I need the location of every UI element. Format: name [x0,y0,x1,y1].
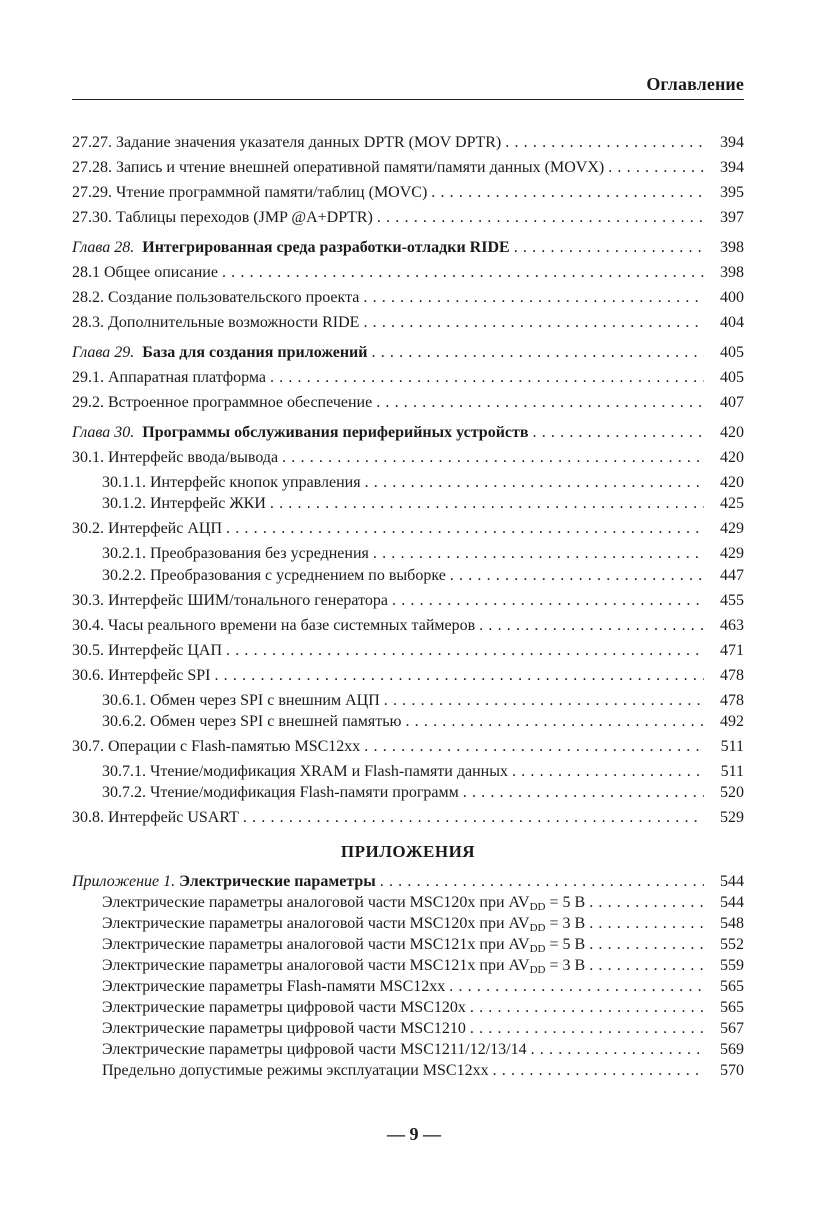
dot-leader [479,615,704,637]
dot-leader [449,976,704,998]
toc-entry-title [102,997,470,1019]
toc-entry-title [72,342,372,364]
dot-leader [589,934,704,956]
entry-text: Электрические параметры аналоговой части MSC120x при AV [102,915,530,932]
toc-entry-title [72,237,514,259]
toc-entry-title: 30.6.2. Обмен через SPI с внешней памятью [102,711,405,733]
toc-entry[interactable] [72,392,744,414]
dot-leader [364,736,704,758]
subscript: DD [529,922,546,934]
toc-entry[interactable] [72,761,744,783]
toc-entry-title: 30.2. Интерфейс АЦП [72,518,226,540]
toc-page-number: 569 [704,1039,744,1061]
toc-page-number: 471 [704,640,744,662]
toc-entry[interactable] [72,615,744,637]
toc-entry-title [102,913,589,935]
toc-entry[interactable] [72,157,744,179]
toc-entry[interactable] [72,997,744,1019]
toc-page-number: 420 [704,447,744,469]
toc-entry[interactable] [72,913,744,935]
toc-page-number: 400 [704,287,744,309]
entry-text: Электрические параметры аналоговой части MSC120x при AV [102,894,530,911]
toc-page-number: 511 [704,736,744,758]
chapter-title: Интегрированная среда разработки-отладки RIDE [142,239,510,256]
toc-page-number: 429 [704,543,744,565]
toc-entry[interactable] [72,132,744,154]
entry-text: Электрические параметры цифровой части MSC1211/12/13/14 [102,1041,527,1058]
toc-entry-title: 28.3. Дополнительные возможности RIDE [72,312,363,334]
toc-entry[interactable] [72,590,744,612]
dot-leader [226,640,704,662]
toc-entry-title: 30.6. Интерфейс SPI [72,665,214,687]
toc-entry-title: 27.28. Запись и чтение внешней оперативной памяти/памяти данных (MOVX) [72,157,608,179]
dot-leader [226,518,704,540]
toc-entry[interactable] [72,1060,744,1082]
dot-leader [493,1060,704,1082]
toc-entry[interactable] [72,262,744,284]
toc-page-number: 520 [704,782,744,804]
toc-entry[interactable] [72,955,744,977]
toc-page-number: 552 [704,934,744,956]
toc-entry[interactable] [72,543,744,565]
dot-leader [589,892,704,914]
toc-entry-title [102,1018,470,1040]
toc-page-number: 567 [704,1018,744,1040]
toc-entry[interactable] [72,565,744,587]
dot-leader [214,665,704,687]
toc-page-number: 405 [704,367,744,389]
entry-text: Электрические параметры цифровой части MSC120x [102,999,466,1016]
toc-entry[interactable] [72,472,744,494]
dot-leader [376,392,704,414]
dot-leader [589,955,704,977]
dot-leader [392,590,704,612]
toc-entry-title: 30.2.1. Преобразования без усреднения [102,543,373,565]
toc-page-number: 398 [704,262,744,284]
toc-entry[interactable] [72,287,744,309]
dot-leader [243,807,704,829]
toc-page-number: 559 [704,955,744,977]
toc-page-number: 420 [704,422,744,444]
entry-text: Электрические параметры цифровой части MSC1210 [102,1020,466,1037]
toc-page-number: 478 [704,690,744,712]
toc-page-number: 398 [704,237,744,259]
toc-entry[interactable] [72,367,744,389]
toc-page-number: 544 [704,892,744,914]
entry-text: Предельно допустимые режимы эксплуатации MSC12xx [102,1062,489,1079]
toc-entry[interactable] [72,182,744,204]
toc-entry-title: 30.2.2. Преобразования с усреднением по выборке [102,565,450,587]
dot-leader [505,132,704,154]
toc-entry-title: 28.1 Общее описание [72,262,222,284]
toc-entry[interactable] [72,892,744,914]
toc-entry-title: 27.29. Чтение программной памяти/таблиц (MOVC) [72,182,431,204]
toc-appendix-entry[interactable] [72,871,744,893]
dot-leader [363,287,704,309]
toc-page-number: 447 [704,565,744,587]
toc-entry-title [102,892,589,914]
toc-page-number: 395 [704,182,744,204]
toc-entry-title [102,1060,493,1082]
toc-entry-title: 30.6.1. Обмен через SPI с внешним АЦП [102,690,384,712]
toc-entry[interactable] [72,934,744,956]
toc-page-number: 394 [704,132,744,154]
header-divider [72,99,744,100]
toc-page-number: 404 [704,312,744,334]
toc-entry-title: 28.2. Создание пользовательского проекта [72,287,363,309]
dot-leader [365,472,704,494]
toc-page-number: 478 [704,665,744,687]
toc-entry[interactable] [72,736,744,758]
toc-entry-title [102,1039,531,1061]
toc-entry-title: 30.7.1. Чтение/модификация XRAM и Flash-памяти данных [102,761,512,783]
toc-entry-title: 29.1. Аппаратная платформа [72,367,270,389]
toc-entry[interactable] [72,207,744,229]
toc-page-number: 570 [704,1060,744,1082]
toc-page-number: 405 [704,342,744,364]
dot-leader [470,1018,704,1040]
dot-leader [377,207,704,229]
entry-text: Электрические параметры аналоговой части MSC121x при AV [102,936,530,953]
dot-leader [531,1039,704,1061]
page-number: — 9 — [387,1124,441,1144]
toc-page-number: 529 [704,807,744,829]
dot-leader [405,711,704,733]
toc-page-number: 420 [704,472,744,494]
entry-text: Электрические параметры аналоговой части MSC121x при AV [102,957,530,974]
entry-text-suffix: = 5 В [545,936,586,953]
dot-leader [514,237,704,259]
toc-entry[interactable] [72,312,744,334]
toc-entry[interactable] [72,447,744,469]
chapter-title: Программы обслуживания периферийных устройств [142,424,529,441]
entry-text-suffix: = 3 В [545,957,586,974]
dot-leader [431,182,704,204]
dot-leader [222,262,704,284]
toc-entry[interactable] [72,493,744,515]
toc-entry[interactable] [72,976,744,998]
toc-page-number: 429 [704,518,744,540]
dot-leader [282,447,704,469]
toc-entry-title: 30.3. Интерфейс ШИМ/тонального генератора [72,590,392,612]
chapter-label: Глава 29. [72,344,135,361]
entry-text: Электрические параметры Flash-памяти MSC12xx [102,978,446,995]
toc-page-number: 511 [704,761,744,783]
dot-leader [589,913,704,935]
dot-leader [363,312,704,334]
dot-leader [372,342,705,364]
appendix-title: Электрические параметры [179,873,376,890]
dot-leader [463,782,704,804]
dot-leader [470,997,704,1019]
toc-entry[interactable] [72,665,744,687]
toc-page-number: 397 [704,207,744,229]
toc-entry-title [72,871,380,893]
toc-entry[interactable] [72,640,744,662]
toc-entry-title: 27.27. Задание значения указателя данных DPTR (MOV DPTR) [72,132,505,154]
subscript: DD [529,901,546,913]
toc-entry[interactable] [72,1018,744,1040]
toc-page-number: 407 [704,392,744,414]
toc-entry[interactable] [72,782,744,804]
dot-leader [373,543,704,565]
dot-leader [270,493,704,515]
entry-text-suffix: = 3 В [545,915,586,932]
dot-leader [608,157,704,179]
toc-page-number: 544 [704,871,744,893]
toc-entry-title: 30.4. Часы реального времени на базе системных таймеров [72,615,479,637]
toc-entry-title: 30.1.1. Интерфейс кнопок управления [102,472,365,494]
toc-entry[interactable] [72,518,744,540]
toc-chapter-entry[interactable] [72,342,744,364]
toc-entry[interactable] [72,1039,744,1061]
toc-page-number: 492 [704,711,744,733]
toc-entry[interactable] [72,711,744,733]
subscript: DD [529,964,546,976]
chapter-title: База для создания приложений [142,344,368,361]
dot-leader [512,761,704,783]
toc-page-number: 455 [704,590,744,612]
toc-page-number: 394 [704,157,744,179]
chapter-label: Глава 28. [72,239,135,256]
chapter-label: Глава 30. [72,424,135,441]
toc-entry-title [102,976,449,998]
dot-leader [380,871,704,893]
dot-leader [450,565,704,587]
dot-leader [533,422,704,444]
toc-entry[interactable] [72,690,744,712]
subscript: DD [529,943,546,955]
appendix-label: Приложение 1. [72,873,176,890]
dot-leader [384,690,704,712]
toc-entry-title: 29.2. Встроенное программное обеспечение [72,392,376,414]
toc-entry-title: 30.8. Интерфейс USART [72,807,243,829]
toc-page-number: 425 [704,493,744,515]
toc-entry-title [72,422,533,444]
running-header-title: Оглавление [646,74,744,94]
toc-chapter-entry[interactable] [72,422,744,444]
toc-entry-title: 30.1. Интерфейс ввода/вывода [72,447,282,469]
toc-entry[interactable] [72,807,744,829]
toc-entry-title [102,955,589,977]
toc-entry-title: 30.5. Интерфейс ЦАП [72,640,226,662]
toc-page-number: 548 [704,913,744,935]
toc-entry-title: 30.7. Операции с Flash-памятью MSC12xx [72,736,364,758]
toc-page-number: 565 [704,997,744,1019]
toc-entry-title: 30.1.2. Интерфейс ЖКИ [102,493,270,515]
entry-text-suffix: = 5 В [545,894,586,911]
toc-chapter-entry[interactable] [72,237,744,259]
toc-entry-title [102,934,589,956]
toc-entry-title: 27.30. Таблицы переходов (JMP @A+DPTR) [72,207,377,229]
toc-entry-title: 30.7.2. Чтение/модификация Flash-памяти программ [102,782,463,804]
toc-page-number: 565 [704,976,744,998]
appendix-heading: ПРИЛОЖЕНИЯ [340,842,476,861]
toc-page-number: 463 [704,615,744,637]
dot-leader [270,367,704,389]
